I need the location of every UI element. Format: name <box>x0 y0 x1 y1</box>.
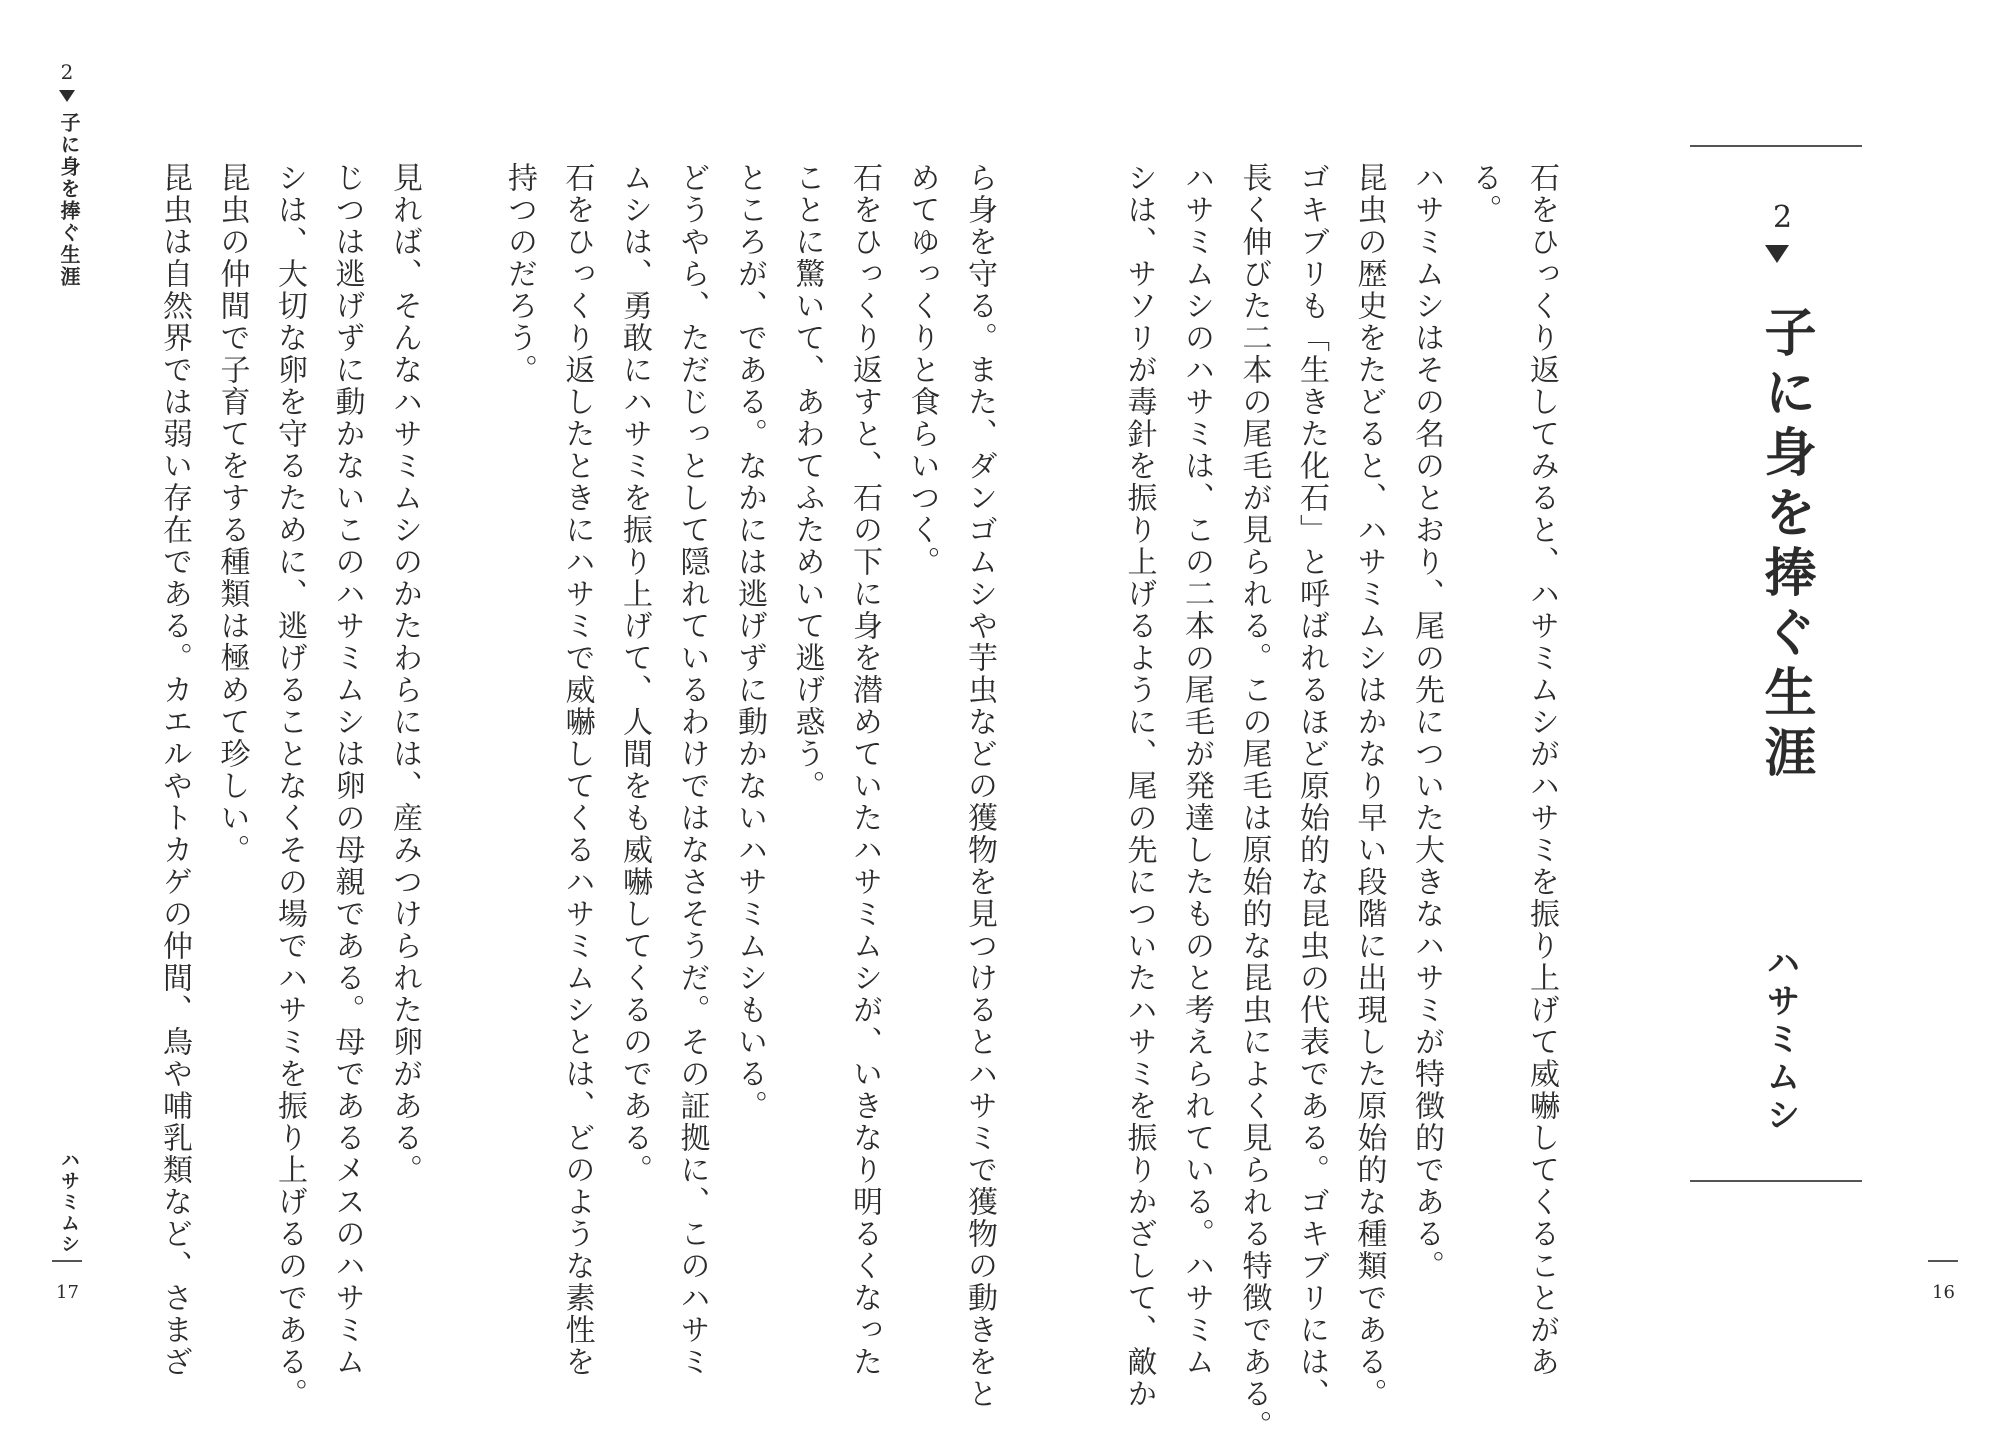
chapter-top-rule <box>1690 145 1862 147</box>
paragraph: 石をひっくり返すと、石の下に身を潜めていたハサミムシが、いきなり明るくなった <box>847 162 882 1378</box>
right-page-footer-rule <box>1928 1260 1958 1262</box>
section-title: ハサミムシ <box>1760 945 1800 1135</box>
left-page-body <box>138 162 1008 1410</box>
paragraph: 石をひっくり返したときにハサミで威嚇してくるハサミムシとは、どのような素性を <box>559 162 595 1378</box>
paragraph: る。 <box>1466 162 1502 226</box>
paragraph: ら身を守る。また、ダンゴムシや芋虫などの獲物を見つけるとハサミで獲物の動きをと <box>962 162 997 1410</box>
chapter-title: 子に身を捧ぐ生涯 <box>1755 305 1816 785</box>
paragraph: ことに驚いて、あわてふためいて逃げ惑う。 <box>789 162 825 802</box>
paragraph: ところが、である。なかには逃げずに動かないハサミムシもいる。 <box>732 162 767 1122</box>
paragraph: 昆虫は自然界では弱い存在である。カエルやトカゲの仲間、鳥や哺乳類など、さまざ <box>157 162 192 1378</box>
paragraph: めてゆっくりと食らいつく。 <box>904 162 940 578</box>
paragraph: 昆虫の仲間で子育てをする種類は極めて珍しい。 <box>214 162 250 866</box>
paragraph: 昆虫の歴史をたどると、ハサミムシはかなり早い段階に出現した原始的な種類である。 <box>1351 162 1387 1410</box>
paragraph: 石をひっくり返してみると、ハサミムシがハサミを振り上げて威嚇してくることがあ <box>1524 162 1559 1378</box>
chapter-triangle-icon <box>1765 245 1789 263</box>
paragraph: ゴキブリも「生きた化石」と呼ばれるほど原始的な昆虫の代表である。ゴキブリには、 <box>1294 162 1329 1410</box>
running-header-title: 子に身を捧ぐ生涯 <box>57 112 81 288</box>
chapter-number: 2 <box>1765 200 1800 235</box>
paragraph: じつは逃げずに動かないこのハサミムシは卵の母親である。母であるメスのハサミム <box>329 162 365 1378</box>
paragraph-spacer <box>433 162 491 1212</box>
chapter-bottom-rule <box>1690 1180 1862 1182</box>
paragraph: ハサミムシはその名のとおり、尾の先についた大きなハサミが特徴的である。 <box>1409 162 1444 1282</box>
paragraph: 見れば、そんなハサミムシのかたわらには、産みつけられた卵がある。 <box>387 162 422 1186</box>
paragraph: 持つのだろう。 <box>502 162 537 386</box>
running-header-number: 2 <box>55 60 79 84</box>
right-page-number: 16 <box>1932 1282 1955 1303</box>
paragraph: シは、サソリが毒針を振り上げるように、尾の先についたハサミを振りかざして、敵か <box>1121 162 1157 1410</box>
paragraph: ムシは、勇敢にハサミを振り上げて、人間をも威嚇してくるのである。 <box>617 162 652 1186</box>
running-footer: ハサミムシ <box>58 1150 80 1255</box>
paragraph: ハサミムシのハサミは、この二本の尾毛が発達したものと考えられている。ハサミム <box>1179 162 1214 1378</box>
paragraph: 長く伸びた二本の尾毛が見られる。この尾毛は原始的な昆虫によく見られる特徴である。 <box>1236 162 1272 1442</box>
left-page-footer-rule <box>52 1260 82 1262</box>
running-header-triangle-icon <box>59 90 75 102</box>
right-page-body <box>1121 162 1570 1442</box>
paragraph: どうやら、ただじっとして隠れているわけではなさそうだ。その証拠に、このハサミ <box>674 162 710 1378</box>
paragraph: シは、大切な卵を守るために、逃げることなくその場でハサミを振り上げるのである。 <box>272 162 307 1410</box>
left-page-number: 17 <box>56 1282 79 1303</box>
